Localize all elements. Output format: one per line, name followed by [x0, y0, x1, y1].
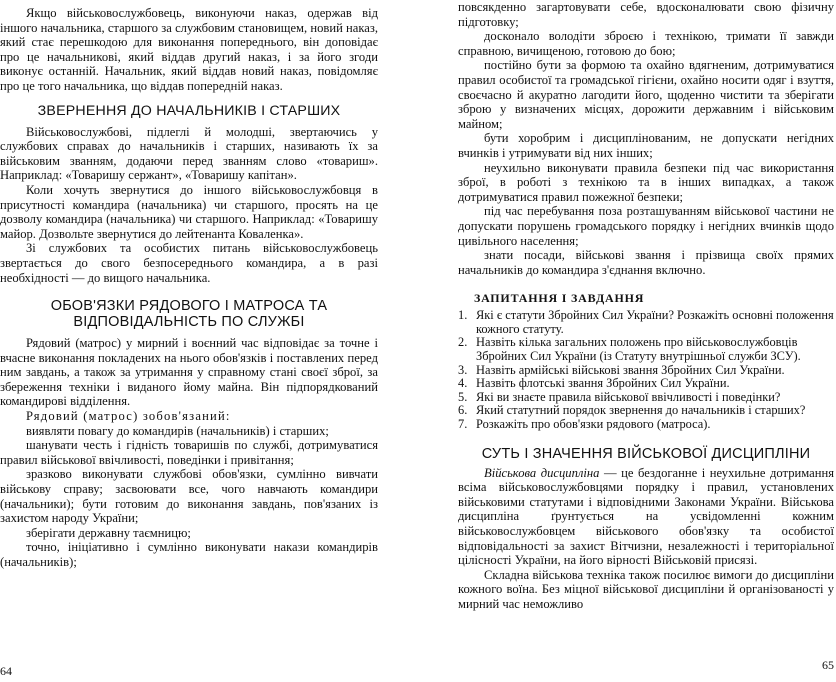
duty-continued-5: неухильно виконувати правила безпеки під час використання зброї, в роботі з технікою та в інших випадках, а також дотримуватися правил пожежної безпеки;: [458, 160, 834, 204]
questions-heading: ЗАПИТАННЯ І ЗАВДАННЯ: [474, 291, 645, 306]
page-number-right: 65: [822, 658, 834, 672]
left-page-body: [0, 6, 378, 570]
addressing-paragraph-2: Коли хочуть звернутися до іншого військовослужбовця в присутності командира (начальника) чи старшого, просять на це дозволу командира (начальника) чи старшого. Наприклад: «Товаришу майор. Дозвольте звернутися до лейтенанта Коваленка».: [0, 182, 378, 241]
duties-paragraph-1: Рядовий (матрос) у мирний і воєнний час відповідає за точне і вчасне виконання покладених на нього обов'язків і поставлених перед ним завдань, а також за утримання у справному стані своєї зброї, за збереження техніки і виданого йому майна. Він підпорядкований командирові відділення.: [0, 336, 378, 409]
discipline-term: Військова дисципліна: [484, 465, 600, 480]
intro-paragraph: Якщо військовослужбовець, виконуючи наказ, одержав від іншого начальника, старшого за службовим становищем, новий наказ, який стає перешкодою для виконання попереднього, він доповідає про це начальникові, який віддав другий наказ, і за його згоди виконує останній. Начальник, який віддав новий наказ, повідомляє про це того начальника, що віддав попередній наказ.: [0, 6, 378, 93]
duty-continued-7: знати посади, військові звання і прізвища своїх прямих начальників до командира з'єднання включно.: [458, 248, 834, 277]
section-title-duties-line1: ОБОВ'ЯЗКИ РЯДОВОГО І МАТРОСА ТА: [50, 298, 328, 315]
duties-obliged: Рядовий (матрос) зобов'язаний:: [26, 409, 231, 424]
question-item: 7. Розкажіть про обов'язки рядового (матроса).: [458, 417, 711, 432]
duty-item-3: зразково виконувати службові обов'язки, сумлінно вивчати військову справу; засвоювати все, чого навчають командири (начальники); бути готовим до виконання завдань, пов'язаних із захистом народу України;: [0, 467, 378, 526]
question-item: 6. Який статутний порядок звернення до начальників і старших?: [458, 403, 806, 418]
duty-continued-2: досконало володіти зброєю і технікою, тримати її завжди справною, вичищеною, готовою до бою;: [458, 29, 834, 58]
addressing-paragraph-1: Військовослужбові, підлеглі й молодші, звертаючись у службових справах до начальників і старших, називають їх за військовим званням, додаючи перед званням слово «товариш». Наприклад: «Товаришу сержант», «Товаришу капітан».: [0, 124, 378, 183]
discipline-paragraph-2: Складна військова техніка також посилює вимоги до дисципліни кожного воїна. Без міцної військової дисципліни й організованості у мирний час неможливо: [458, 567, 834, 611]
questions-list: [458, 309, 834, 431]
duty-continued-4: бути хоробрим і дисциплінованим, не допускати негідних вчинків і утримувати від них інших;: [458, 131, 834, 160]
section-title-duties: [0, 298, 378, 330]
page-number-left: 64: [0, 664, 12, 678]
discipline-definition: — це бездоганне і неухильне дотримання всіма військовослужбовцями порядку і правил, установлених військовими статутами і відповідними Законами України. Військова дисципліна ґрунтується на усвідомленні кожним військовослужбовцем військового обов'язку та особистої відповідальності за захист Вітчизни, незалежності і територіальної цілісності України, на його вірності Військовій присязі.: [458, 465, 834, 568]
right-page-body: [458, 0, 834, 612]
question-item: 3. Назвіть армійські військові звання Збройних Сил України.: [458, 362, 785, 377]
discipline-paragraph-1: [458, 466, 834, 568]
duty-item-5: точно, ініціативно і сумлінно виконувати накази командирів (начальників);: [0, 540, 378, 569]
question-item: 4. Назвіть флотські звання Збройних Сил України.: [458, 376, 730, 391]
question-item: 5. Які ви знаєте правила військової ввічливості і поведінки?: [458, 389, 781, 404]
duty-continued-6: під час перебування поза розташуванням військової частини не допускати порушень громадського порядку і негідних вчинків щодо цивільного населення;: [458, 204, 834, 248]
addressing-paragraph-3: Зі службових та особистих питань військовослужбовець звертається до свого безпосереднього командира, а в разі необхідності — до вищого начальника.: [0, 241, 378, 285]
duty-item-1: виявляти повагу до командирів (начальників) і старших;: [26, 423, 329, 438]
question-item: 2. Назвіть кілька загальних положень про військовослужбовців Збройних Сил України (із Статуту внутрішньої служби ЗСУ).: [458, 335, 801, 364]
section-title-addressing: ЗВЕРНЕННЯ ДО НАЧАЛЬНИКІВ І СТАРШИХ: [37, 102, 341, 119]
duty-continued-3: постійно бути за формою та охайно вдягненим, дотримуватися правил особистої та громадської гігієни, охайно носити одяг і взуття, своєчасно й акуратно лагодити його, щоденно чистити та зберігати зброю у визначених місцях, дорожити державним і військовим майном;: [458, 58, 834, 131]
section-title-discipline: СУТЬ І ЗНАЧЕННЯ ВІЙСЬКОВОЇ ДИСЦИПЛІНИ: [481, 445, 811, 462]
duty-continued-1: повсякденно загартовувати себе, вдосконалювати свою фізичну підготовку;: [458, 0, 834, 29]
duty-item-2: шанувати честь і гідність товаришів по службі, дотримуватися правил військової ввічливості, поведінки і привітання;: [0, 438, 378, 467]
question-item: 1. Які є статути Збройних Сил України? Розкажіть основні положення кожного статуту.: [458, 308, 834, 336]
duty-item-4: зберігати державну таємницю;: [26, 525, 191, 540]
section-title-duties-line2: ВІДПОВІДАЛЬНІСТЬ ПО СЛУЖБІ: [73, 314, 305, 331]
